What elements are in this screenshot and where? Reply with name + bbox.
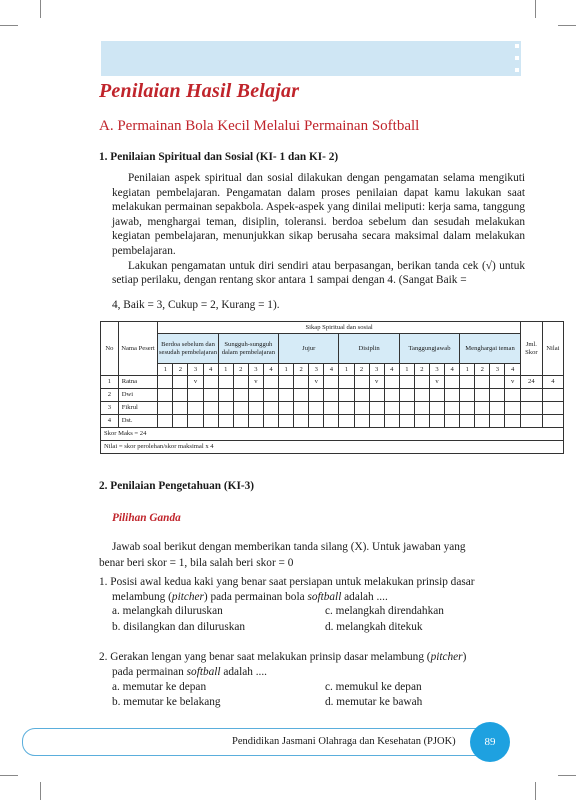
scale-cell: 3 bbox=[429, 364, 444, 376]
score-cell bbox=[475, 389, 490, 402]
score-cell bbox=[399, 415, 414, 428]
score-cell bbox=[173, 415, 188, 428]
score-cell bbox=[460, 376, 475, 389]
row-total bbox=[520, 402, 542, 415]
score-cell bbox=[188, 389, 203, 402]
score-cell bbox=[203, 376, 218, 389]
q1-line2: melambung (pitcher) pada permainan bola softball adalah .... bbox=[112, 591, 388, 603]
aspect-header: Jujur bbox=[279, 334, 339, 364]
score-cell: v bbox=[309, 376, 324, 389]
score-cell bbox=[414, 389, 429, 402]
score-cell bbox=[399, 376, 414, 389]
score-cell bbox=[233, 402, 248, 415]
scale-cell: 2 bbox=[294, 364, 309, 376]
score-cell bbox=[429, 415, 444, 428]
score-cell bbox=[173, 389, 188, 402]
row-name: Dwi bbox=[118, 389, 158, 402]
score-cell bbox=[263, 389, 278, 402]
score-cell bbox=[233, 389, 248, 402]
score-cell bbox=[188, 402, 203, 415]
score-cell bbox=[218, 415, 233, 428]
page-number: 89 bbox=[470, 722, 510, 762]
table-row bbox=[101, 389, 564, 402]
q1-option-b: b. disilangkan dan diluruskan bbox=[112, 621, 246, 633]
score-cell: v bbox=[429, 376, 444, 389]
score-cell bbox=[339, 389, 354, 402]
scale-cell: 2 bbox=[233, 364, 248, 376]
score-cell bbox=[294, 415, 309, 428]
aspect-header: Disiplin bbox=[339, 334, 399, 364]
observation-table bbox=[100, 321, 564, 454]
score-cell bbox=[203, 415, 218, 428]
q1-option-c: c. melangkah direndahkan bbox=[325, 605, 444, 617]
row-name: Fikrul bbox=[118, 402, 158, 415]
score-cell bbox=[158, 389, 173, 402]
score-cell bbox=[505, 402, 520, 415]
scale-cell: 3 bbox=[188, 364, 203, 376]
instruction-line2: benar beri skor = 1, bila salah beri skor = 0 bbox=[99, 557, 294, 569]
scale-cell: 1 bbox=[279, 364, 294, 376]
score-cell bbox=[369, 389, 384, 402]
scale-cell: 4 bbox=[203, 364, 218, 376]
crop-mark bbox=[0, 25, 18, 26]
crop-mark bbox=[535, 0, 536, 18]
q2-option-c: c. memukul ke depan bbox=[325, 681, 422, 693]
score-cell bbox=[354, 376, 369, 389]
score-cell bbox=[218, 402, 233, 415]
score-cell bbox=[354, 415, 369, 428]
score-cell bbox=[429, 402, 444, 415]
col-total-header: Jml. Skor bbox=[520, 322, 542, 376]
score-cell bbox=[263, 402, 278, 415]
scale-cell: 4 bbox=[505, 364, 520, 376]
score-cell bbox=[414, 376, 429, 389]
col-value-header: Nilai bbox=[542, 322, 563, 376]
score-cell bbox=[445, 389, 460, 402]
score-cell: v bbox=[505, 376, 520, 389]
score-cell bbox=[203, 402, 218, 415]
row-no: 4 bbox=[101, 415, 119, 428]
section-subheading: A. Permainan Bola Kecil Melalui Permainan Softball bbox=[99, 118, 420, 134]
score-cell bbox=[460, 389, 475, 402]
score-cell bbox=[309, 389, 324, 402]
score-cell bbox=[445, 402, 460, 415]
score-cell bbox=[279, 376, 294, 389]
score-cell bbox=[384, 402, 399, 415]
score-cell bbox=[294, 376, 309, 389]
score-cell bbox=[158, 415, 173, 428]
score-cell bbox=[399, 389, 414, 402]
score-cell bbox=[233, 415, 248, 428]
row-no: 1 bbox=[101, 376, 119, 389]
score-cell bbox=[475, 415, 490, 428]
score-cell bbox=[399, 402, 414, 415]
q2-line1: 2. Gerakan lengan yang benar saat melakukan prinsip dasar melambung (pitcher) bbox=[99, 651, 467, 663]
score-cell bbox=[384, 389, 399, 402]
score-cell bbox=[324, 415, 339, 428]
aspect-header: Tanggungjawab bbox=[399, 334, 459, 364]
score-cell: v bbox=[369, 376, 384, 389]
score-cell bbox=[309, 415, 324, 428]
scale-cell: 1 bbox=[339, 364, 354, 376]
row-value bbox=[542, 389, 563, 402]
row-no: 2 bbox=[101, 389, 119, 402]
score-cell bbox=[309, 402, 324, 415]
score-cell bbox=[263, 376, 278, 389]
q2-option-d: d. memutar ke bawah bbox=[325, 696, 423, 708]
score-cell bbox=[324, 389, 339, 402]
score-cell bbox=[248, 402, 263, 415]
table-row bbox=[101, 402, 564, 415]
scale-cell: 1 bbox=[399, 364, 414, 376]
q2-option-a: a. memutar ke depan bbox=[112, 681, 207, 693]
score-cell bbox=[414, 415, 429, 428]
row-total bbox=[520, 389, 542, 402]
q1-option-a: a. melangkah diluruskan bbox=[112, 605, 223, 617]
scale-cell: 2 bbox=[414, 364, 429, 376]
score-cell bbox=[429, 389, 444, 402]
q1-line1: 1. Posisi awal kedua kaki yang benar saat persiapan untuk melakukan prinsip dasar bbox=[99, 576, 475, 588]
score-cell bbox=[490, 415, 505, 428]
scale-cell: 2 bbox=[475, 364, 490, 376]
score-cell bbox=[158, 376, 173, 389]
crop-mark bbox=[558, 775, 576, 776]
scale-cell: 4 bbox=[384, 364, 399, 376]
row-name: Ratna bbox=[118, 376, 158, 389]
aspect-header: Sungguh-sungguh dalam pembelajaran bbox=[218, 334, 278, 364]
crop-mark bbox=[535, 782, 536, 800]
score-cell bbox=[354, 402, 369, 415]
scale-cell: 3 bbox=[309, 364, 324, 376]
crop-mark bbox=[0, 775, 18, 776]
score-cell bbox=[475, 376, 490, 389]
scale-cell: 4 bbox=[445, 364, 460, 376]
table-row bbox=[101, 415, 564, 428]
crop-mark bbox=[40, 782, 41, 800]
score-cell bbox=[279, 389, 294, 402]
row-no: 3 bbox=[101, 402, 119, 415]
scale-cell: 3 bbox=[490, 364, 505, 376]
row-value bbox=[542, 402, 563, 415]
score-cell bbox=[294, 402, 309, 415]
score-cell bbox=[339, 415, 354, 428]
section1-scale-note: 4, Baik = 3, Cukup = 2, Kurang = 1). bbox=[112, 299, 280, 311]
score-cell bbox=[158, 402, 173, 415]
col-no-header: No bbox=[101, 322, 119, 376]
scale-cell: 4 bbox=[324, 364, 339, 376]
crop-mark bbox=[40, 0, 41, 18]
score-cell bbox=[445, 376, 460, 389]
score-cell bbox=[218, 389, 233, 402]
score-cell bbox=[233, 376, 248, 389]
section1-title: 1. Penilaian Spiritual dan Sosial (KI- 1 dan KI- 2) bbox=[99, 151, 339, 163]
table-row bbox=[101, 376, 564, 389]
score-cell bbox=[324, 376, 339, 389]
scale-cell: 3 bbox=[248, 364, 263, 376]
score-cell bbox=[248, 415, 263, 428]
score-cell: v bbox=[248, 376, 263, 389]
group-header: Sikap Spiritual dan sosial bbox=[158, 322, 521, 334]
score-cell bbox=[279, 402, 294, 415]
score-cell bbox=[173, 402, 188, 415]
row-total: 24 bbox=[520, 376, 542, 389]
aspect-header: Berdoa sebelum dan sesudah pembelajaran bbox=[158, 334, 218, 364]
col-name-header: Nama Pesert bbox=[118, 322, 158, 376]
section1-para1: Penilaian aspek spiritual dan sosial dilakukan dengan pengamatan selama mengikuti kegiatan pembelajaran. Pengamatan dalam proses penilaian dapat kamu lakukan saat melakukan permainan sepakbola. Aspek-aspek yang dinilai meliputi: kerja sama, tanggung jawab, menghargai teman, disiplin, toleransi. berdoa sebelum dan sesudah melakukan kegiatan pembelajaran, menunjukkan sikap berusaha secara maksimal dalam melakukan pembelajaran. bbox=[112, 172, 525, 257]
score-cell bbox=[505, 415, 520, 428]
score-cell bbox=[218, 376, 233, 389]
score-cell bbox=[384, 415, 399, 428]
score-cell bbox=[294, 389, 309, 402]
score-cell bbox=[188, 415, 203, 428]
scale-cell: 4 bbox=[263, 364, 278, 376]
score-cell bbox=[248, 389, 263, 402]
q2-option-b: b. memutar ke belakang bbox=[112, 696, 221, 708]
score-cell bbox=[384, 376, 399, 389]
score-cell bbox=[460, 402, 475, 415]
section2-title: 2. Penilaian Pengetahuan (KI-3) bbox=[99, 480, 255, 492]
score-cell bbox=[369, 402, 384, 415]
note-max-score: Skor Maks = 24 bbox=[101, 428, 564, 441]
scale-cell: 3 bbox=[369, 364, 384, 376]
score-cell bbox=[475, 402, 490, 415]
multiple-choice-title: Pilihan Ganda bbox=[112, 512, 181, 524]
section1-paragraph bbox=[112, 171, 525, 288]
score-cell bbox=[354, 389, 369, 402]
scale-cell: 1 bbox=[460, 364, 475, 376]
row-value bbox=[542, 415, 563, 428]
instruction-line1: Jawab soal berikut dengan memberikan tanda silang (X). Untuk jawaban yang bbox=[112, 541, 466, 553]
score-cell bbox=[490, 389, 505, 402]
scale-cell: 2 bbox=[354, 364, 369, 376]
note-value-formula: Nilai = skor perolehan/skor maksimal x 4 bbox=[101, 441, 564, 454]
score-cell bbox=[505, 389, 520, 402]
score-cell bbox=[460, 415, 475, 428]
score-cell: v bbox=[188, 376, 203, 389]
score-cell bbox=[263, 415, 278, 428]
page-heading: Penilaian Hasil Belajar bbox=[99, 80, 300, 102]
crop-mark bbox=[558, 25, 576, 26]
score-cell bbox=[369, 415, 384, 428]
scale-cell: 2 bbox=[173, 364, 188, 376]
row-total bbox=[520, 415, 542, 428]
score-cell bbox=[445, 415, 460, 428]
aspect-header: Menghargai teman bbox=[460, 334, 521, 364]
row-value: 4 bbox=[542, 376, 563, 389]
scale-cell: 1 bbox=[218, 364, 233, 376]
header-band bbox=[101, 41, 521, 76]
q2-line2: pada permainan softball adalah .... bbox=[112, 666, 267, 678]
score-cell bbox=[339, 402, 354, 415]
score-cell bbox=[414, 402, 429, 415]
score-cell bbox=[173, 376, 188, 389]
score-cell bbox=[324, 402, 339, 415]
q1-option-d: d. melangkah ditekuk bbox=[325, 621, 423, 633]
section1-para2: Lakukan pengamatan untuk diri sendiri atau berpasangan, berikan tanda cek (√) untuk setiap perilaku, dengan rentang skor antara 1 sampai dengan 4. (Sangat Baik = bbox=[112, 259, 525, 287]
score-cell bbox=[203, 389, 218, 402]
row-name: Dst. bbox=[118, 415, 158, 428]
footer-book-title: Pendidikan Jasmani Olahraga dan Kesehatan (PJOK) bbox=[232, 736, 456, 747]
score-cell bbox=[490, 376, 505, 389]
score-cell bbox=[279, 415, 294, 428]
scale-cell: 1 bbox=[158, 364, 173, 376]
score-cell bbox=[490, 402, 505, 415]
score-cell bbox=[339, 376, 354, 389]
